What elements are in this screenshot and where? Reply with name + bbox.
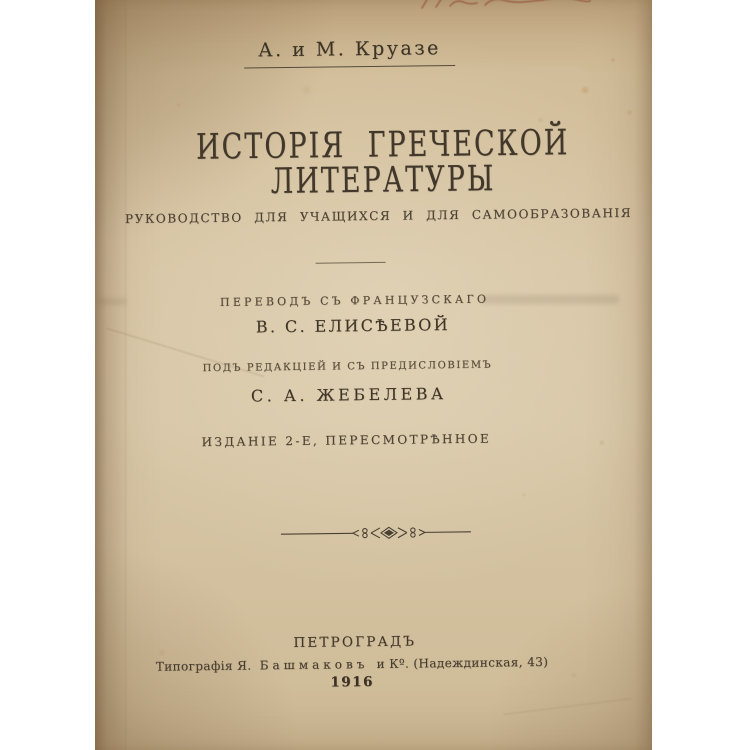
printer-name: Башмаковъ — [259, 657, 369, 673]
author-line-row — [71, 37, 628, 71]
editorial-note: ПОДЪ РЕДАКЦІЕЙ И СЪ ПРЕДИСЛОВІЕМЪ — [202, 359, 493, 375]
diamond-flourish-divider-icon — [278, 521, 472, 545]
editor-name: С. А. ЖЕБЕЛЕВА — [250, 384, 447, 406]
title-page-content — [90, 0, 656, 750]
printer-imprint — [73, 655, 630, 674]
translator-name: В. С. ЕЛИСѢЕВОЙ — [255, 315, 451, 337]
book-title: ИСТОРІЯ ГРЕЧЕСКОЙ ЛИТЕРАТУРЫ — [195, 122, 570, 203]
city-name: ПЕТРОГРАДЪ — [293, 633, 417, 651]
thin-horizontal-rule — [315, 262, 385, 264]
edition-note: ИЗДАНІЕ 2-Е, ПЕРЕСМОТРѢННОЕ — [201, 431, 492, 450]
printer-imprint-prefix: Типографія Я. — [155, 658, 252, 674]
publication-year: 1916 — [330, 674, 375, 691]
translation-note: ПЕРЕВОДЪ СЪ ФРАНЦУЗСКАГО — [219, 292, 490, 309]
book-subtitle: РУКОВОДСТВО ДЛЯ УЧАЩИХСЯ И ДЛЯ САМООБРАЗОВАНІЯ — [124, 205, 633, 227]
author-line: А. и М. Круазе — [244, 39, 455, 69]
book-title-page-photo — [95, 0, 652, 750]
printer-imprint-suffix: и Кº. (Надеждинская, 43) — [376, 654, 549, 671]
